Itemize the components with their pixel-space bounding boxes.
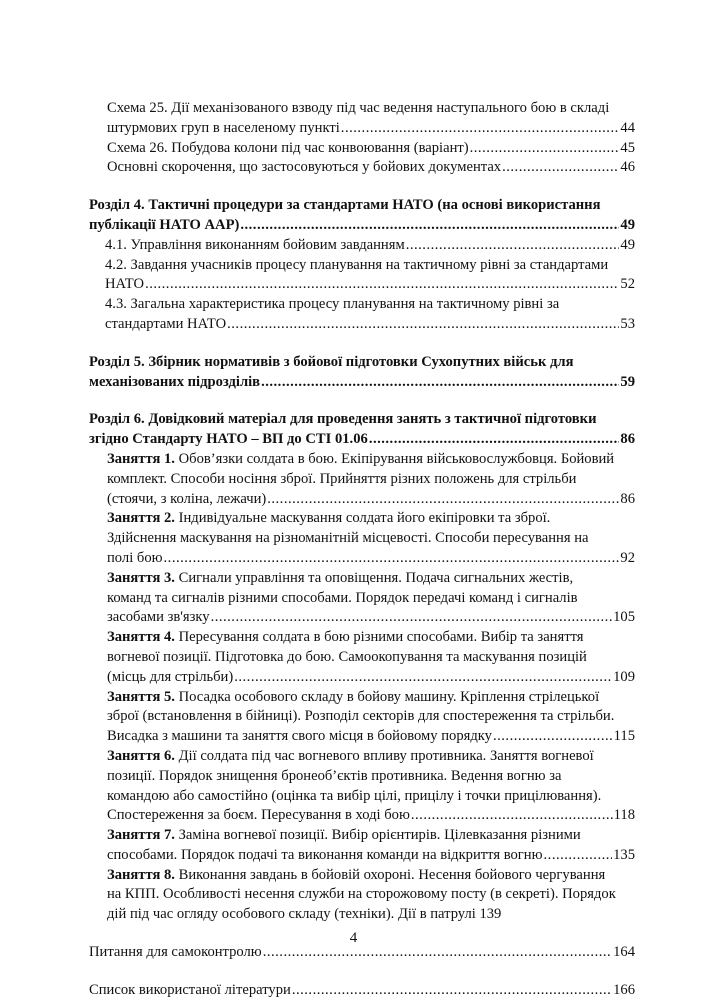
toc-entry-text: згідно Стандарту НАТО – ВП до СТІ 01.06 xyxy=(89,431,368,448)
toc-page-number: 49 xyxy=(620,236,635,253)
toc-page-number: 52 xyxy=(620,276,635,293)
toc-entry-text: на КПП. Особливості несення служби на сторожовому посту (в секреті). Порядок xyxy=(107,886,616,903)
toc-entry-text: Схема 25. Дії механізованого взводу під час ведення наступального бою в складі xyxy=(107,100,610,116)
toc-lesson-5[interactable] xyxy=(89,688,635,747)
dot-leader xyxy=(240,216,619,236)
toc-entry-text: Висадка з машини та заняття свого місця в бойовому порядку xyxy=(107,728,492,745)
toc-entry-text: зброї (встановлення в бійниці). Розподіл секторів для спостереження та стрільби. xyxy=(107,708,615,725)
dot-leader xyxy=(369,430,620,450)
toc-page-number: 135 xyxy=(613,846,635,863)
toc-entry-4-2[interactable] xyxy=(89,256,635,296)
toc-entry-text: Спостереження за боєм. Пересування в ході бою xyxy=(107,807,410,824)
dot-leader xyxy=(544,846,613,866)
toc-entry-text: Обов’язки солдата в бою. Екіпірування військовослужбовця. Бойовий xyxy=(174,450,615,467)
toc-entry-text: дій під час огляду особового складу (техніки). Дії в патрулі 139 xyxy=(107,906,502,923)
dot-leader xyxy=(502,158,619,178)
toc-entry-text: стандартами НАТО xyxy=(105,315,227,332)
toc-page-number: 44 xyxy=(620,119,635,136)
lesson-label: Заняття 4. xyxy=(107,629,175,646)
toc-entry-text: Заміна вогневої позиції. Вибір орієнтирів. Цілевказання різними xyxy=(174,827,581,844)
toc-entry-text: Здійснення маскування на різноманітній місцевості. Способи пересування на xyxy=(107,530,589,547)
toc-entry-text: Виконання завдань в бойовій охороні. Несення бойового чергування xyxy=(174,866,606,883)
lesson-label: Заняття 8. xyxy=(107,866,175,883)
toc-entry-text: командою або самостійно (оцінка та вибір цілі, прицілу і точки прицілювання). xyxy=(107,787,602,804)
toc-page-number: 92 xyxy=(620,549,635,566)
toc-lesson-7[interactable] xyxy=(89,826,635,866)
dot-leader xyxy=(164,549,620,569)
dot-leader xyxy=(292,981,612,1001)
dot-leader xyxy=(234,668,612,688)
lesson-label: Заняття 3. xyxy=(107,569,175,586)
toc-entry-text: засобами зв'язку xyxy=(107,609,210,626)
toc-page-number: 59 xyxy=(620,373,635,390)
lesson-label: Заняття 5. xyxy=(107,688,175,705)
toc-entry-text: 4.3. Загальна характеристика процесу планування на тактичному рівні за xyxy=(105,296,560,313)
dot-leader xyxy=(406,236,620,256)
toc-entry-text: механізованих підрозділів xyxy=(89,373,261,390)
toc-page-number: 86 xyxy=(620,431,635,448)
spacer xyxy=(89,335,635,353)
toc-lesson-6[interactable] xyxy=(89,747,635,826)
toc-entry-scheme-26[interactable] xyxy=(89,139,635,159)
dot-leader xyxy=(470,139,620,159)
toc-entry-text: Індивідуальне маскування солдата його екіпіровки та зброї. xyxy=(174,510,551,527)
dot-leader xyxy=(411,806,613,826)
toc-lesson-8[interactable] xyxy=(89,866,635,925)
toc-entry-text: Пересування солдата в бою різними способами. Вибір та заняття xyxy=(174,629,584,646)
toc-entry-text: команд та сигналів різними способами. Порядок передачі команд і сигналів xyxy=(107,589,578,606)
toc-page-number: 109 xyxy=(613,668,635,685)
spacer xyxy=(89,963,635,981)
toc-entry-text: позиції. Порядок знищення бронеоб’єктів противника. Ведення вогню за xyxy=(107,767,562,784)
toc-page-number: 164 xyxy=(613,944,635,961)
spacer xyxy=(89,392,635,410)
spacer xyxy=(89,178,635,196)
toc-page-number: 86 xyxy=(620,490,635,507)
toc-entry-text: Сигнали управління та оповіщення. Подача сигнальних жестів, xyxy=(174,569,574,586)
toc-page-number: 45 xyxy=(620,139,635,156)
toc-page-number: 46 xyxy=(620,159,635,176)
toc-section-6[interactable] xyxy=(89,410,635,450)
toc-entry-text: 4.1. Управління виконанням бойовим завданням xyxy=(105,236,405,253)
toc-entry-references[interactable] xyxy=(89,981,635,1001)
toc-entry-text: публікації НАТО ААР) xyxy=(89,216,240,233)
toc-entry-text: Схема 26. Побудова колони під час конвоювання (варіант) xyxy=(107,139,469,156)
dot-leader xyxy=(267,490,619,510)
toc-entry-text: Розділ 6. Довідковий матеріал для проведення занять з тактичної підготовки xyxy=(89,411,597,428)
toc-page-number: 166 xyxy=(613,981,635,998)
lesson-label: Заняття 1. xyxy=(107,450,175,467)
toc-entry-text: (стоячи, з коліна, лежачи) xyxy=(107,490,267,507)
toc-entry-text: Посадка особового складу в бойову машину. Кріплення стрілецької xyxy=(174,688,600,705)
lesson-label: Заняття 7. xyxy=(107,827,175,844)
toc-entry-abbreviations[interactable] xyxy=(89,158,635,178)
toc-lesson-4[interactable] xyxy=(89,628,635,687)
toc-entry-scheme-25[interactable] xyxy=(89,99,635,139)
toc-entry-text: комплект. Способи носіння зброї. Прийняття різних положень для стрільби xyxy=(107,470,577,487)
dot-leader xyxy=(145,275,619,295)
toc-entry-text: Список використаної літератури xyxy=(89,981,291,998)
toc-entry-text: 4.2. Завдання учасників процесу планування на тактичному рівні за стандартами xyxy=(105,256,609,273)
toc-lesson-2[interactable] xyxy=(89,509,635,568)
page-number: 4 xyxy=(349,930,358,946)
toc-entry-text: вогневої позиції. Підготовка до бою. Самоокопування та маскування позицій xyxy=(107,648,587,665)
dot-leader xyxy=(227,315,619,335)
toc-entry-text: Розділ 4. Тактичні процедури за стандартами НАТО (на основі використання xyxy=(89,197,601,214)
lesson-label: Заняття 6. xyxy=(107,747,175,764)
toc-entry-text: Дії солдата під час вогневого впливу противника. Заняття вогневої xyxy=(174,747,594,764)
toc-entry-text: (місць для стрільби) xyxy=(107,668,234,685)
toc-section-5[interactable] xyxy=(89,353,635,393)
toc-section-4[interactable] xyxy=(89,196,635,236)
toc-entry-4-1[interactable] xyxy=(89,236,635,256)
toc-entry-text: штурмових груп в населеному пункті xyxy=(107,119,340,136)
toc-entry-text: Розділ 5. Збірник нормативів з бойової підготовки Сухопутних військ для xyxy=(89,353,574,370)
toc-entry-4-3[interactable] xyxy=(89,295,635,335)
toc-page-number: 105 xyxy=(613,609,635,626)
toc-entry-text: НАТО xyxy=(105,276,145,293)
toc-page-number: 115 xyxy=(613,728,635,745)
dot-leader xyxy=(211,608,613,628)
table-of-contents xyxy=(89,99,635,1001)
toc-lesson-1[interactable] xyxy=(89,450,635,509)
lesson-label: Заняття 2. xyxy=(107,510,175,527)
toc-page-number: 53 xyxy=(620,315,635,332)
dot-leader xyxy=(261,373,619,393)
toc-entry-text: способами. Порядок подачі та виконання команди на відкриття вогню xyxy=(107,846,543,863)
toc-entry-text: Основні скорочення, що застосовуються у бойових документах xyxy=(107,159,502,176)
toc-lesson-3[interactable] xyxy=(89,569,635,628)
toc-page-number: 118 xyxy=(613,807,635,824)
dot-leader xyxy=(493,727,613,747)
toc-page-number: 49 xyxy=(620,216,635,233)
toc-entry-text: Питання для самоконтролю xyxy=(89,944,262,961)
dot-leader xyxy=(341,119,620,139)
toc-entry-text: полі бою xyxy=(107,549,163,566)
